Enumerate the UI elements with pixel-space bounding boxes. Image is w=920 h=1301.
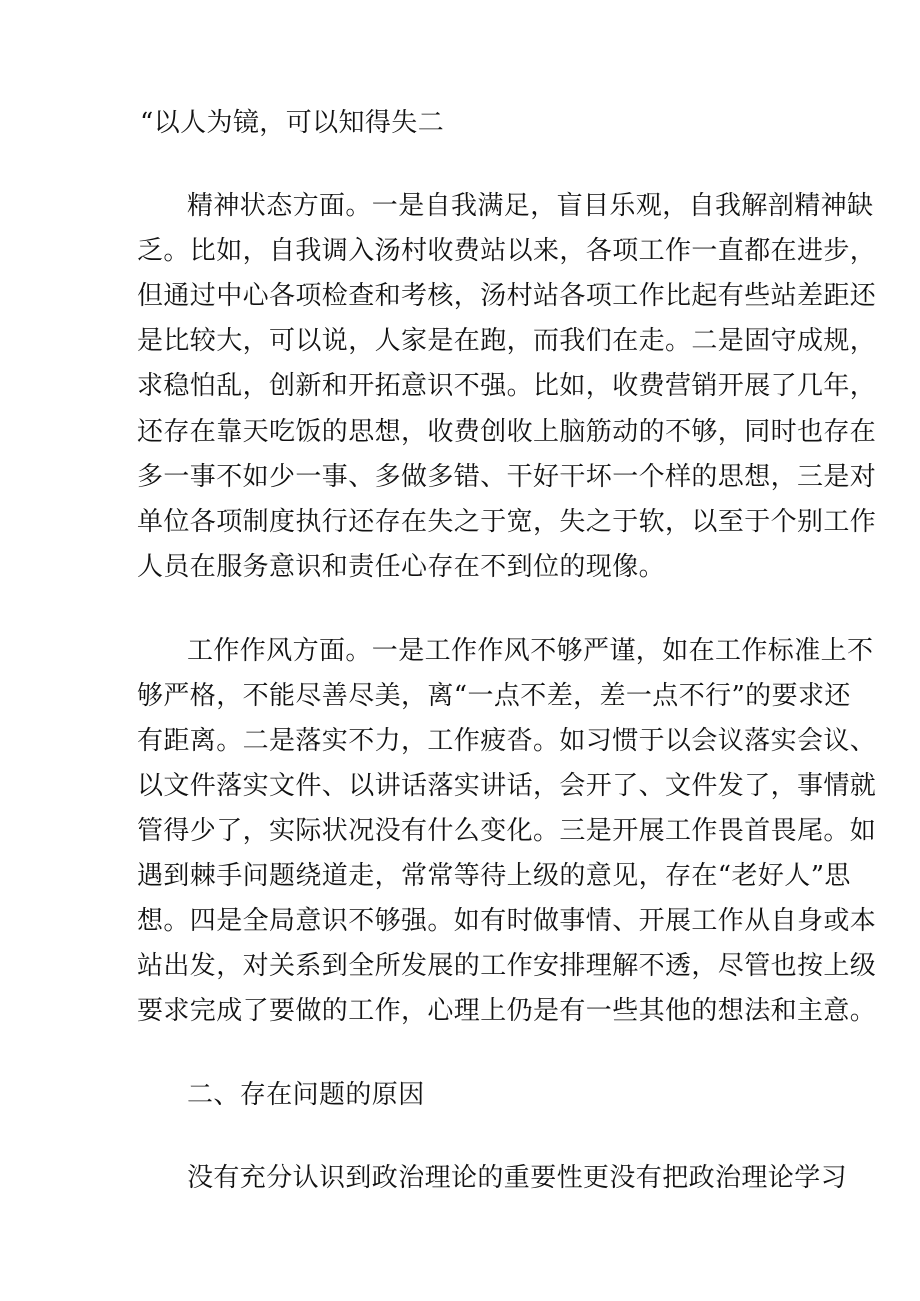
paragraph-line: 多一事不如少一事、多做多错、干好干坏一个样的思想，三是对	[137, 462, 877, 492]
paragraph-line: 求稳怕乱，创新和开拓意识不强。比如，收费营销开展了几年，	[137, 371, 877, 401]
paragraph-line: 乏。比如，自我调入汤村收费站以来，各项工作一直都在进步，	[137, 236, 877, 266]
paragraph-line: 有距离。二是落实不力，工作疲沓。如习惯于以会议落实会议、	[137, 726, 877, 756]
paragraph-line: 还存在靠天吃饭的思想，收费创收上脑筋动的不够，同时也存在	[137, 417, 877, 447]
paragraph-line: 人员在服务意识和责任心存在不到位的现像。	[137, 552, 666, 582]
closing-line: 没有充分认识到政治理论的重要性更没有把政治理论学习	[187, 1163, 848, 1193]
paragraph-line: 是比较大，可以说，人家是在跑，而我们在走。二是固守成规，	[137, 326, 877, 356]
paragraph-line: 要求完成了要做的工作，心理上仍是有一些其他的想法和主意。	[137, 996, 877, 1026]
paragraph-line: 精神状态方面。一是自我满足，盲目乐观，自我解剖精神缺	[187, 191, 874, 221]
paragraph-line: 单位各项制度执行还存在失之于宽，失之于软，以至于个别工作	[137, 507, 877, 537]
paragraph-line: 够严格，不能尽善尽美，离“一点不差，差一点不行”的要求还	[137, 681, 851, 711]
paragraph-line: 想。四是全局意识不够强。如有时做事情、开展工作从自身或本	[137, 906, 877, 936]
paragraph-line: 遇到棘手问题绕道走，常常等待上级的意见，存在“老好人”思	[137, 861, 851, 891]
opening-quote-line: “以人为镜，可以知得失二	[140, 108, 445, 138]
section-heading: 二、存在问题的原因	[187, 1080, 425, 1110]
paragraph-line: 工作作风方面。一是工作作风不够严谨，如在工作标准上不	[187, 636, 874, 666]
paragraph-line: 但通过中心各项检查和考核，汤村站各项工作比起有些站差距还	[137, 281, 877, 311]
paragraph-line: 以文件落实文件、以讲话落实讲话，会开了、文件发了，事情就	[137, 771, 877, 801]
paragraph-line: 管得少了，实际状况没有什么变化。三是开展工作畏首畏尾。如	[137, 816, 877, 846]
paragraph-line: 站出发，对关系到全所发展的工作安排理解不透，尽管也按上级	[137, 951, 877, 981]
